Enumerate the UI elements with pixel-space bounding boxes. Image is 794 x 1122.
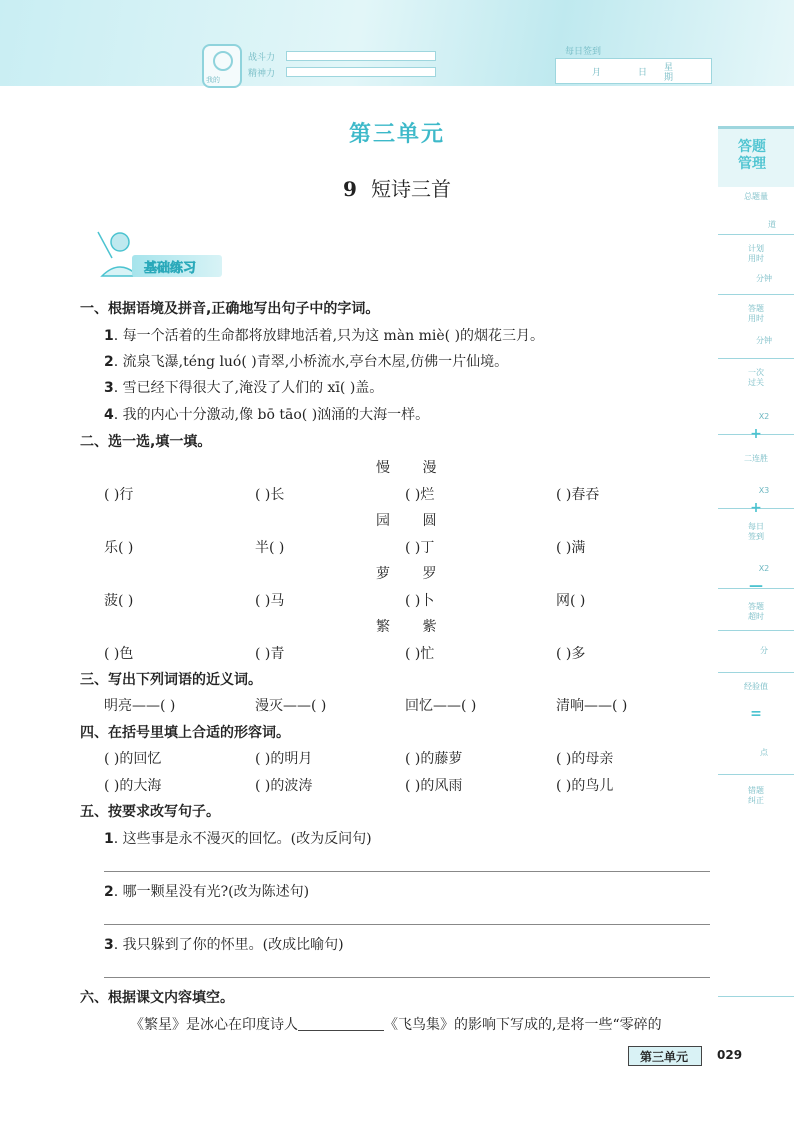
sidebar-x2-b: X2 <box>758 564 770 573</box>
sidebar-plan-b: 用时 <box>748 254 764 263</box>
badge-label: 基础练习 <box>144 261 197 276</box>
q4-adjective-item: ( )的风雨 <box>405 778 463 794</box>
sidebar-actual <box>718 304 794 324</box>
q2-char-pair: 慢 漫 <box>376 460 451 476</box>
sidebar-overtime <box>718 602 794 622</box>
q2-blank: 乐( ) <box>104 540 134 556</box>
q4-adjective-item: ( )的明月 <box>255 751 313 767</box>
signin-box <box>555 58 712 84</box>
q6-heading: 六、根据课文内容填空。 <box>80 990 234 1006</box>
answer-line[interactable] <box>104 871 710 872</box>
sidebar-total: 总题量 <box>744 192 768 201</box>
basic-practice-badge <box>88 228 228 284</box>
sidebar-divider <box>718 996 794 997</box>
q1-item-4 <box>104 404 429 424</box>
sidebar-min-2: 分钟 <box>756 336 772 345</box>
q5-heading: 五、按要求改写句子。 <box>80 804 220 820</box>
q1-item-text: . 我的内心十分激动,像 bō tāo( )汹涌的大海一样。 <box>113 407 430 423</box>
sidebar-actual-b: 用时 <box>748 314 764 323</box>
footer-unit: 第三单元 <box>639 1050 688 1064</box>
sidebar-err-b: 纠正 <box>748 796 764 805</box>
sidebar-fen: 分 <box>760 646 768 655</box>
q2-blank: 菠( ) <box>104 593 134 609</box>
avatar-label: 我的 <box>206 76 220 84</box>
sidebar-daily <box>718 522 794 542</box>
q3-synonym-item: 明亮——( ) <box>104 698 176 714</box>
q2-blank: ( )春吞 <box>556 487 600 503</box>
sidebar-over-b: 超时 <box>748 612 764 621</box>
sidebar-plus-1: + <box>750 426 762 442</box>
sidebar-divider <box>718 358 794 359</box>
q2-blank: ( )烂 <box>405 487 435 503</box>
sidebar-daily-a: 每日 <box>748 522 764 531</box>
q2-blank: ( )行 <box>104 487 134 503</box>
lesson-title <box>0 173 794 202</box>
stat-label-1: 战斗力 <box>248 53 276 63</box>
q3-heading: 三、写出下列词语的近义词。 <box>80 672 262 688</box>
signin-weekday-a: 星 <box>664 63 674 73</box>
q3-synonym-item: 漫灭——( ) <box>255 698 327 714</box>
sidebar-over-a: 答题 <box>748 602 764 611</box>
q5-item-3 <box>104 934 344 954</box>
sidebar-title-a: 答题 <box>738 139 766 155</box>
signin-weekday-b: 期 <box>664 73 674 83</box>
q5-item-number: 2 <box>104 884 114 900</box>
q2-blank: ( )多 <box>556 646 586 662</box>
q4-adjective-item: ( )的鸟儿 <box>556 778 614 794</box>
stat-bar-2 <box>286 67 436 77</box>
sidebar-once-a: 一次 <box>748 368 764 377</box>
q6-fill-sentence <box>130 1014 662 1034</box>
sidebar-x2-a: X2 <box>758 412 770 421</box>
sidebar-dian: 点 <box>760 748 768 757</box>
page-number: 029 <box>717 1048 743 1062</box>
q5-item-text: . 我只躲到了你的怀里。(改成比喻句) <box>113 937 344 953</box>
q2-blank: ( )卜 <box>405 593 435 609</box>
q1-item-1 <box>104 325 544 345</box>
avatar <box>202 44 242 88</box>
sidebar-plan <box>718 244 794 264</box>
q2-blank: ( )马 <box>255 593 285 609</box>
sidebar-actual-a: 答题 <box>748 304 764 313</box>
stat-bar-1 <box>286 51 436 61</box>
q2-blank: ( )忙 <box>405 646 435 662</box>
stat-label-2: 精神力 <box>248 69 276 79</box>
sidebar-plus-2: + <box>750 500 762 516</box>
sidebar-equals: = <box>750 706 762 722</box>
sidebar-divider <box>718 774 794 775</box>
answer-management-sidebar <box>718 126 794 996</box>
q5-item-number: 1 <box>104 831 114 847</box>
q4-adjective-item: ( )的波涛 <box>255 778 313 794</box>
q1-item-3 <box>104 377 383 397</box>
q2-blank: 网( ) <box>556 593 586 609</box>
sidebar-once <box>718 368 794 388</box>
sidebar-total-unit: 道 <box>768 220 776 229</box>
q2-blank: ( )长 <box>255 487 285 503</box>
q4-adjective-item: ( )的大海 <box>104 778 162 794</box>
q1-item-number: 2 <box>104 354 114 370</box>
sidebar-divider <box>718 234 794 235</box>
q1-item-text: . 流泉飞瀑,téng luó( )青翠,小桥流水,亭台木屋,仿佛一片仙境。 <box>113 354 509 370</box>
q1-item-number: 3 <box>104 380 114 396</box>
sidebar-divider <box>718 672 794 673</box>
signin-day: 日 <box>638 68 648 78</box>
q2-blank: ( )青 <box>255 646 285 662</box>
q2-blank: ( )满 <box>556 540 586 556</box>
q6-text-b: 《飞鸟集》的影响下写成的,是将一些“零碎的 <box>384 1017 662 1033</box>
q1-item-text: . 雪已经下得很大了,淹没了人们的 xī( )盖。 <box>113 380 384 396</box>
sidebar-x3: X3 <box>758 486 770 495</box>
sidebar-streak: 二连胜 <box>744 454 768 463</box>
q4-adjective-item: ( )的回忆 <box>104 751 162 767</box>
q6-text-a: 《繁星》是冰心在印度诗人 <box>130 1017 298 1033</box>
q2-heading: 二、选一选,填一填。 <box>80 434 212 450</box>
q3-synonym-item: 回忆——( ) <box>405 698 477 714</box>
q2-blank: ( )丁 <box>405 540 435 556</box>
q2-char-pair: 繁 紫 <box>376 619 451 635</box>
q1-item-2 <box>104 351 508 371</box>
sidebar-minus: — <box>749 578 763 594</box>
sidebar-once-b: 过关 <box>748 378 764 387</box>
sidebar-divider <box>718 294 794 295</box>
sidebar-err-a: 错题 <box>748 786 764 795</box>
q3-synonym-item: 清响——( ) <box>556 698 628 714</box>
avatar-icon <box>213 51 233 71</box>
q1-item-text: . 每一个活着的生命都将放肆地活着,只为这 màn miè( )的烟花三月。 <box>113 328 545 344</box>
signin-month: 月 <box>592 68 602 78</box>
answer-line[interactable] <box>104 977 710 978</box>
q5-item-1 <box>104 828 372 848</box>
answer-line[interactable] <box>104 924 710 925</box>
q2-blank: ( )色 <box>104 646 134 662</box>
sidebar-exp: 经验值 <box>744 682 768 691</box>
sidebar-plan-a: 计划 <box>748 244 764 253</box>
lesson-name: 短诗三首 <box>370 177 451 201</box>
q5-item-text: . 这些事是永不漫灭的回忆。(改为反问句) <box>113 831 372 847</box>
sidebar-title-b: 管理 <box>738 156 766 172</box>
sidebar-daily-b: 签到 <box>748 532 764 541</box>
q1-item-number: 1 <box>104 328 114 344</box>
q6-blank[interactable] <box>298 1016 384 1031</box>
q2-blank: 半( ) <box>255 540 285 556</box>
q5-item-number: 3 <box>104 937 114 953</box>
q4-adjective-item: ( )的藤萝 <box>405 751 463 767</box>
unit-title: 第三单元 <box>348 122 445 147</box>
q1-item-number: 4 <box>104 407 114 423</box>
sidebar-errors <box>718 786 794 806</box>
q5-item-2 <box>104 881 309 901</box>
q4-heading: 四、在括号里填上合适的形容词。 <box>80 725 290 741</box>
signin-title: 每日签到 <box>565 47 602 57</box>
q5-item-text: . 哪一颗星没有光?(改为陈述句) <box>113 884 310 900</box>
q2-char-pair: 萝 罗 <box>376 566 451 582</box>
q1-heading: 一、根据语境及拼音,正确地写出句子中的字词。 <box>80 301 380 317</box>
sidebar-divider <box>718 630 794 631</box>
q2-char-pair: 园 圆 <box>376 513 451 529</box>
lesson-number: 9 <box>343 177 357 201</box>
sidebar-min-1: 分钟 <box>756 274 772 283</box>
q4-adjective-item: ( )的母亲 <box>556 751 614 767</box>
